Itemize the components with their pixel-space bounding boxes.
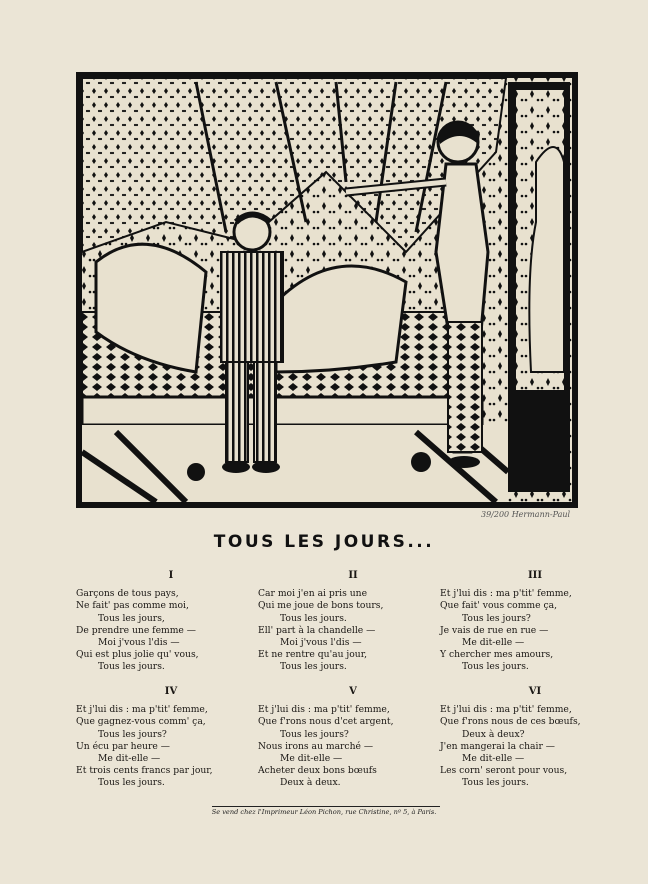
- verse-numeral: VI: [528, 686, 542, 697]
- verse-numeral: III: [527, 570, 543, 581]
- verse-line: Que f'rons nous de ces bœufs,: [440, 716, 581, 728]
- verse-line: Tous les jours.: [462, 777, 529, 789]
- edition-signature: 39/200 Hermann-Paul: [481, 510, 571, 519]
- verse-line: Tous les jours.: [98, 661, 165, 673]
- verse-4: [76, 686, 266, 790]
- verse-line: Me dit-elle —: [462, 637, 525, 649]
- verse-line: Qui me joue de bons tours,: [258, 600, 384, 612]
- verse-line: Je vais de rue en rue —: [440, 624, 549, 636]
- verse-line: Tous les jours,: [98, 612, 165, 624]
- poem-title: TOUS LES JOURS...: [213, 532, 435, 552]
- verse-line: Que gagnez-vous comm' ça,: [76, 716, 206, 728]
- verse-line: Tous les jours.: [280, 612, 347, 624]
- verse-line: Tous les jours?: [462, 612, 531, 624]
- verse-numeral: IV: [164, 686, 178, 697]
- verse-numeral: II: [348, 570, 358, 581]
- verse-line: Moi j'vous l'dis —: [280, 637, 362, 649]
- verse-line: Et j'lui dis : ma p'tit' femme,: [258, 704, 390, 716]
- verse-line: Y chercher mes amours,: [440, 649, 554, 661]
- woodcut-illustration: [76, 72, 578, 508]
- verse-line: Qui est plus jolie qu' vous,: [76, 649, 199, 661]
- verse-1: [76, 570, 266, 674]
- verse-6: [440, 686, 630, 790]
- verse-line: Garçons de tous pays,: [76, 588, 179, 600]
- verse-line: Que fait' vous comme ça,: [440, 600, 558, 612]
- verse-line: Nous irons au marché —: [258, 740, 374, 752]
- verse-line: Tous les jours.: [280, 661, 347, 673]
- verse-line: Tous les jours?: [98, 728, 167, 740]
- verse-2: [258, 570, 448, 674]
- verse-line: Ne fait' pas comme moi,: [76, 600, 189, 612]
- verse-numeral: I: [168, 570, 174, 581]
- verse-numeral: V: [349, 686, 357, 697]
- verse-line: Et j'lui dis : ma p'tit' femme,: [440, 588, 572, 600]
- verse-line: Deux à deux?: [462, 728, 525, 740]
- verse-line: Me dit-elle —: [280, 753, 343, 765]
- verse-line: Deux à deux.: [280, 777, 341, 789]
- verse-line: Et trois cents francs par jour,: [76, 765, 213, 777]
- verse-line: Acheter deux bons bœufs: [258, 765, 377, 777]
- verse-line: Tous les jours.: [98, 777, 165, 789]
- verse-line: Car moi j'en ai pris une: [258, 588, 368, 600]
- verse-line: Que f'rons nous d'cet argent,: [258, 716, 394, 728]
- verse-line: De prendre une femme —: [76, 624, 196, 636]
- verse-line: Ell' part à la chandelle —: [258, 624, 376, 636]
- verse-5: [258, 686, 448, 790]
- verse-line: J'en mangerai la chair —: [440, 740, 555, 752]
- verse-line: Et ne rentre qu'au jour,: [258, 649, 368, 661]
- verse-line: Me dit-elle —: [98, 753, 161, 765]
- verse-line: Me dit-elle —: [462, 753, 525, 765]
- printer-imprint: Se vend chez l'Imprimeur Léon Pichon, rue Christine, nº 5, à Paris.: [211, 808, 437, 816]
- verse-line: Et j'lui dis : ma p'tit' femme,: [76, 704, 208, 716]
- verse-line: Et j'lui dis : ma p'tit' femme,: [440, 704, 572, 716]
- verse-line: Tous les jours?: [280, 728, 349, 740]
- verse-line: Les corn' seront pour vous,: [440, 765, 568, 777]
- verse-line: Tous les jours.: [462, 661, 529, 673]
- footer-rule: [212, 806, 440, 807]
- woodcut-image: [76, 72, 578, 508]
- verse-3: [440, 570, 630, 674]
- verse-line: Un écu par heure —: [76, 740, 170, 752]
- verse-line: Moi j'vous l'dis —: [98, 637, 180, 649]
